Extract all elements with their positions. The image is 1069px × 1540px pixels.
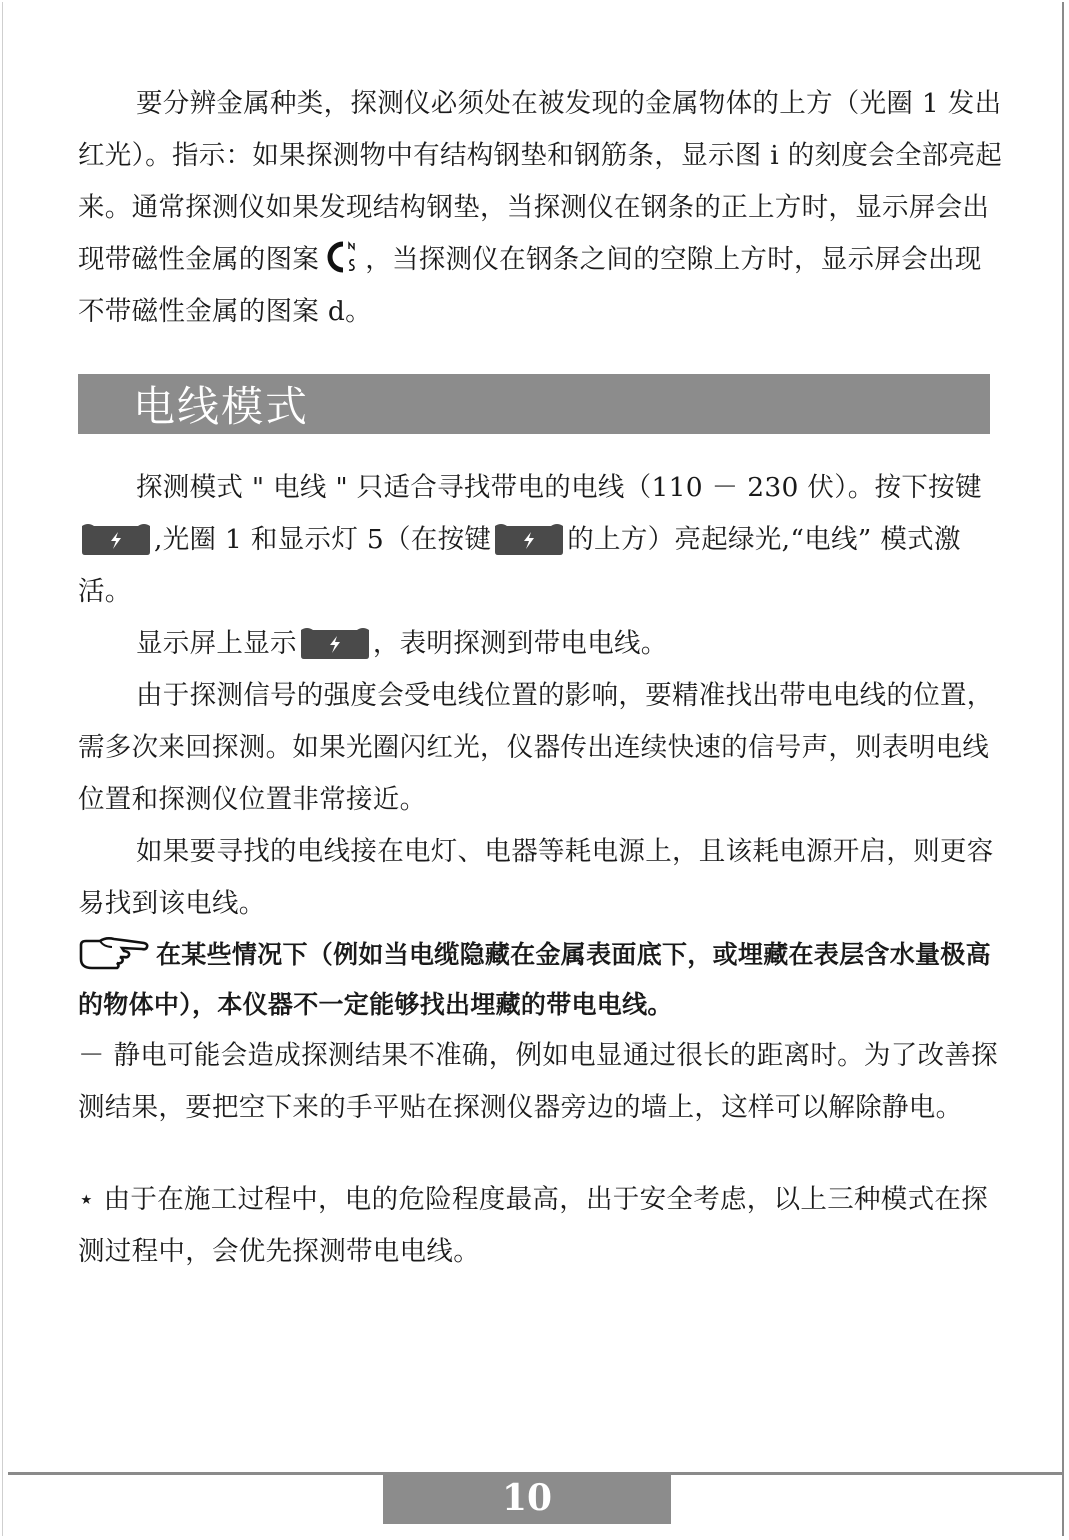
paragraph-text: 显示屏上显示 [136, 628, 297, 659]
paragraph-metal-type [78, 78, 1008, 338]
paragraph-load: 如果要寻找的电线接在电灯、电器等耗电源上，且该耗电源开启，则更容易找到该电线。 [78, 836, 994, 919]
paragraph-text: 要分辨金属种类，探测仪必须处在被发现的金属物体的上方（光圈 1 发出红光）。指示：如果探测物中有结构钢垫和钢筋条，显示图 i 的刻度会全部亮起来。通常探测仪如果发现结构钢垫，当探测仪在钢条的正上方时，显示屏会出现带磁性金属的图案 [78, 88, 1003, 275]
spacer [78, 1134, 1008, 1174]
paragraph-display [78, 618, 1008, 670]
pointing-hand-icon [78, 935, 150, 971]
paragraph-text: ，当探测仪在钢条之间的空隙上方时，显示屏会出现不带磁性金属的图案 d。 [78, 244, 982, 327]
paragraph-static: － 静电可能会造成探测结果不准确，例如电显通过很长的距离时。为了改善探测结果，要把空下来的手平贴在探测仪器旁边的墙上，这样可以解除静电。 [78, 1040, 998, 1123]
paragraph-wire-mode [78, 462, 1008, 618]
wire-mode-button-icon [80, 522, 152, 556]
paragraph-text: ，表明探测到带电电线。 [372, 628, 668, 659]
wire-mode-button-icon [299, 626, 371, 660]
note-warning [78, 930, 1008, 1030]
paragraph-text: ,光圈 1 和显示灯 5（在按键 [154, 524, 492, 555]
paragraph-priority: ⋆ 由于在施工过程中，电的危险程度最高，出于安全考虑，以上三种模式在探测过程中，会优先探测带电电线。 [78, 1184, 989, 1267]
magnet-ns-icon [319, 240, 365, 274]
wire-mode-button-icon [493, 522, 565, 556]
page-number-box [383, 1472, 671, 1524]
page-number: 10 [501, 1477, 553, 1519]
paragraph-signal-strength: 由于探测信号的强度会受电线位置的影响，要精准找出带电电线的位置，需多次来回探测。如果光圈闪红光，仪器传出连续快速的信号声，则表明电线位置和探测仪位置非常接近。 [78, 680, 994, 815]
section-title: 电线模式 [133, 382, 310, 431]
page-content [78, 78, 1008, 1278]
paragraph-text: 的上方）亮起绿光,“电线” 模式激活。 [78, 524, 961, 607]
paragraph-text: 探测模式 " 电线 " 只适合寻找带电的电线（110 － 230 伏）。按下按键 [136, 472, 982, 503]
note-text: 在某些情况下（例如当电缆隐藏在金属表面底下，或埋藏在表层含水量极高的物体中），本仪器不一定能够找出埋藏的带电电线。 [78, 940, 991, 1019]
section-header [78, 374, 990, 434]
